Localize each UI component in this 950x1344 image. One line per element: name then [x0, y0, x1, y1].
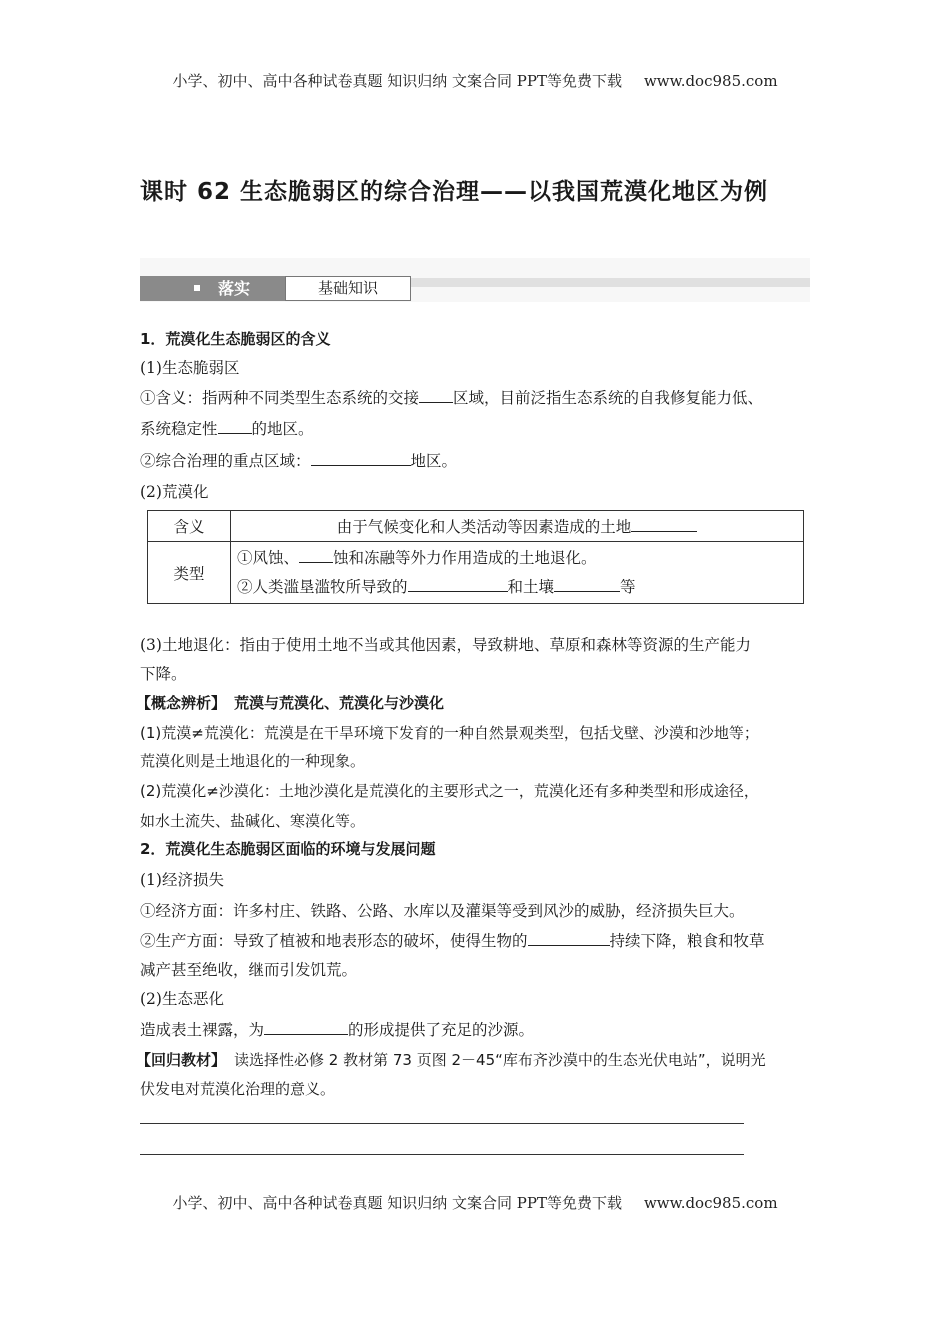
banner-tag: 落实	[140, 276, 285, 301]
desertification-table	[147, 510, 804, 604]
s2-p1-title: (1)经济损失	[140, 871, 224, 889]
fill-blank[interactable]	[311, 450, 411, 466]
fill-blank[interactable]	[554, 576, 620, 592]
table-cell: 由于气候变化和人类活动等因素造成的土地	[231, 511, 804, 542]
fill-blank[interactable]	[528, 930, 610, 946]
section-1-heading: 1．荒漠化生态脆弱区的含义	[140, 330, 331, 348]
footer-site[interactable]: www.doc985.com	[643, 1194, 778, 1212]
fill-blank[interactable]	[408, 576, 508, 592]
s1-p3-line-1: (3)土地退化：指由于使用土地不当或其他因素，导致耕地、草原和森林等资源的生产能力	[140, 636, 751, 654]
page-footer	[0, 1192, 950, 1213]
table-row	[148, 542, 804, 604]
table-cell: ①风蚀、 蚀和冻融等外力作用造成的土地退化。 ②人类滥垦滥牧所导致的 和土壤 等	[231, 542, 804, 604]
s2-line-1: ①经济方面：许多村庄、铁路、公路、水库以及灌渠等受到风沙的威胁，经济损失巨大。	[140, 902, 745, 920]
answer-line[interactable]	[140, 1154, 744, 1155]
lesson-title: 课时 62 生态脆弱区的综合治理——以我国荒漠化地区为例	[140, 179, 769, 205]
page-header	[0, 70, 950, 91]
s1-line-3: ②综合治理的重点区域： 地区。	[140, 452, 458, 470]
header-text: 小学、初中、高中各种试卷真题 知识归纳 文案合同 PPT等免费下载	[172, 72, 622, 90]
table-head-cell: 类型	[148, 542, 231, 604]
s2-line-2: ②生产方面：导致了植被和地表形态的破坏，使得生物的 持续下降，粮食和牧草	[140, 932, 765, 950]
fill-blank[interactable]	[419, 387, 453, 403]
footer-text: 小学、初中、高中各种试卷真题 知识归纳 文案合同 PPT等免费下载	[172, 1194, 622, 1212]
s1-line-1: ①含义：指两种不同类型生态系统的交接 区域，目前泛指生态系统的自我修复能力低、	[140, 389, 764, 407]
answer-line[interactable]	[140, 1123, 744, 1124]
fill-blank[interactable]	[218, 418, 252, 434]
square-bullet-icon	[194, 285, 200, 291]
table-row	[148, 511, 804, 542]
fill-blank[interactable]	[631, 516, 697, 532]
s2-p2-title: (2)生态恶化	[140, 990, 224, 1008]
concept-line-4: 如水土流失、盐碱化、寒漠化等。	[140, 812, 366, 830]
textbook-line-1: 【回归教材】 读选择性必修 2 教材第 73 页图 2－45“库布齐沙漠中的生态光伏电站”，说明光	[136, 1051, 766, 1069]
section-2-heading: 2．荒漠化生态脆弱区面临的环境与发展问题	[140, 840, 436, 858]
textbook-line-2: 伏发电对荒漠化治理的意义。	[140, 1080, 336, 1098]
banner-label: 基础知识	[285, 276, 411, 301]
s1-p3-line-2: 下降。	[140, 665, 187, 683]
concept-line-1: (1)荒漠≠荒漠化：荒漠是在干旱环境下发育的一种自然景观类型，包括戈壁、沙漠和沙地等；	[140, 724, 759, 742]
table-head-cell: 含义	[148, 511, 231, 542]
fill-blank[interactable]	[299, 547, 333, 563]
s1-p2-title: (2)荒漠化	[140, 483, 209, 501]
s1-line-2: 系统稳定性 的地区。	[140, 420, 314, 438]
fill-blank[interactable]	[264, 1019, 348, 1035]
s2-line-3: 减产甚至绝收，继而引发饥荒。	[140, 961, 358, 979]
s2-line-4: 造成表土裸露，为 的形成提供了充足的沙源。	[140, 1021, 535, 1039]
concept-line-3: (2)荒漠化≠沙漠化：土地沙漠化是荒漠化的主要形式之一，荒漠化还有多种类型和形成途径，	[140, 782, 759, 800]
concept-heading: 【概念辨析】 荒漠与荒漠化、荒漠化与沙漠化	[136, 694, 445, 712]
section-banner	[140, 258, 810, 302]
s1-p1-title: (1)生态脆弱区	[140, 359, 240, 377]
concept-line-2: 荒漠化则是土地退化的一种现象。	[140, 752, 366, 770]
header-site[interactable]: www.doc985.com	[643, 72, 778, 90]
